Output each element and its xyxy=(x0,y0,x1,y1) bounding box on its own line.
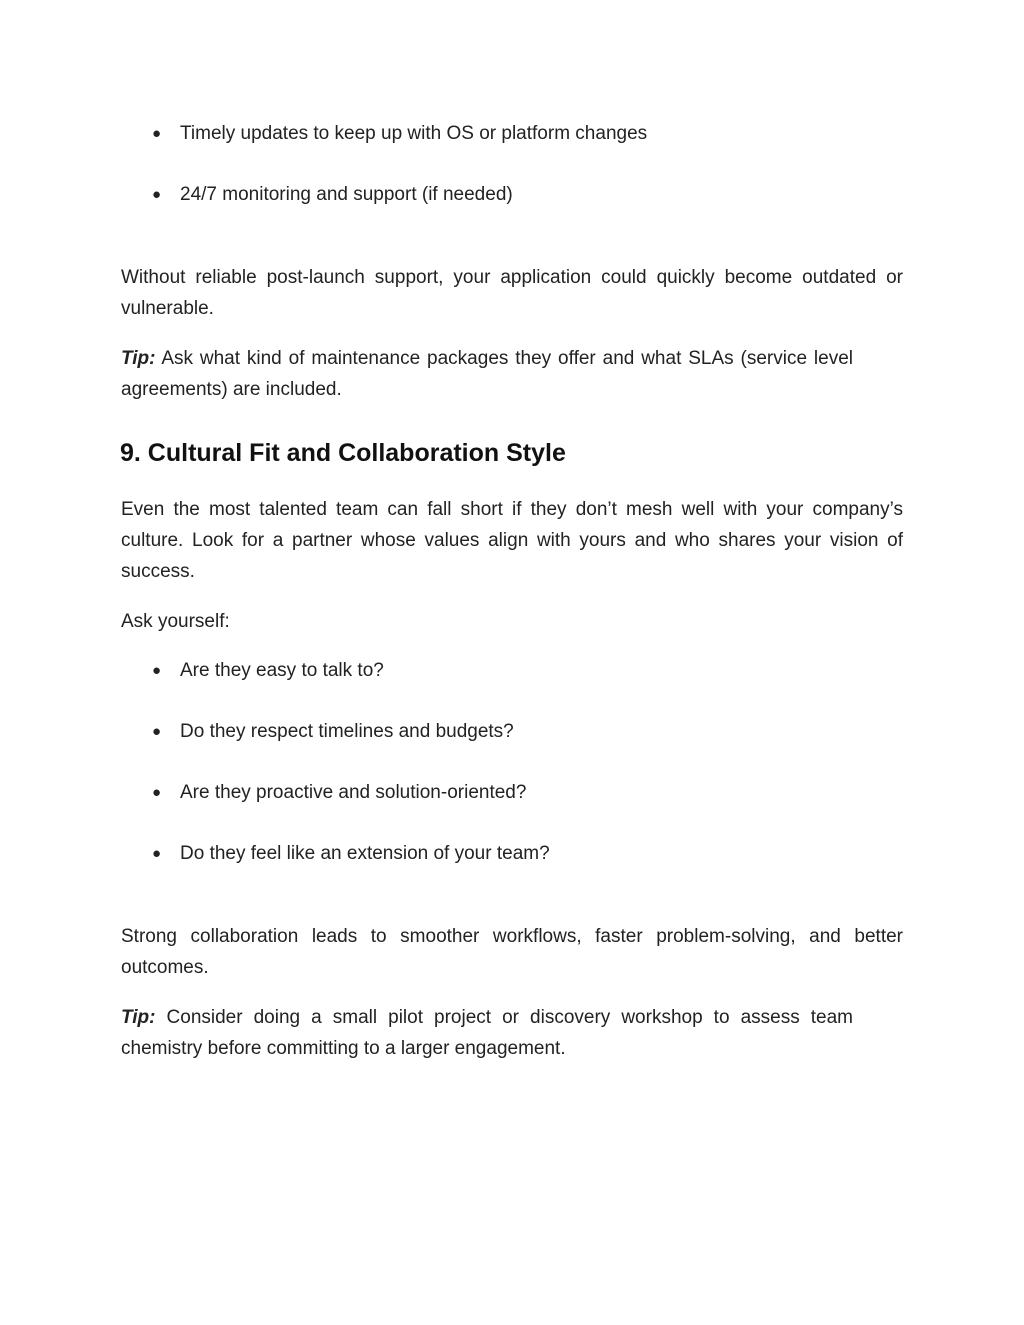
list-item-text: 24/7 monitoring and support (if needed) xyxy=(180,184,513,205)
tip-text: Consider doing a small pilot project or discovery workshop to assess team chemistry before committing to a larger engagement. xyxy=(121,1007,853,1059)
bullet-dot-icon: ● xyxy=(152,662,162,679)
tip-paragraph xyxy=(121,343,853,405)
list-item-text: Do they feel like an extension of your team? xyxy=(180,843,550,864)
bullet-dot-icon: ● xyxy=(152,186,162,203)
list-item xyxy=(152,181,513,209)
bullet-dot-icon: ● xyxy=(152,784,162,801)
tip-text: Ask what kind of maintenance packages they offer and what SLAs (service level agreements) are included. xyxy=(121,348,853,400)
section-heading: 9. Cultural Fit and Collaboration Style xyxy=(120,439,566,467)
list-item xyxy=(152,718,514,746)
tip-label: Tip: xyxy=(121,1007,156,1028)
post-launch-paragraph: Without reliable post-launch support, your application could quickly become outdated or vulnerable. xyxy=(121,267,903,319)
bullet-dot-icon: ● xyxy=(152,845,162,862)
ask-yourself-label: Ask yourself: xyxy=(121,611,230,632)
bullet-dot-icon: ● xyxy=(152,125,162,142)
list-item-text: Timely updates to keep up with OS or platform changes xyxy=(180,123,648,144)
bullet-dot-icon: ● xyxy=(152,723,162,740)
list-item-text: Are they easy to talk to? xyxy=(180,660,384,681)
list-item-text: Are they proactive and solution-oriented? xyxy=(180,782,527,803)
closing-paragraph: Strong collaboration leads to smoother workflows, faster problem-solving, and better outcomes. xyxy=(121,926,903,978)
list-item xyxy=(152,779,526,807)
section-intro-paragraph: Even the most talented team can fall short if they don’t mesh well with your company’s culture. Look for a partner whose values align with yours and who shares your vision of success. xyxy=(121,499,903,582)
tip-paragraph xyxy=(121,1002,853,1064)
list-item xyxy=(152,840,550,868)
list-item xyxy=(152,120,647,148)
list-item-text: Do they respect timelines and budgets? xyxy=(180,721,514,742)
tip-label: Tip: xyxy=(121,348,156,369)
list-item xyxy=(152,657,384,685)
